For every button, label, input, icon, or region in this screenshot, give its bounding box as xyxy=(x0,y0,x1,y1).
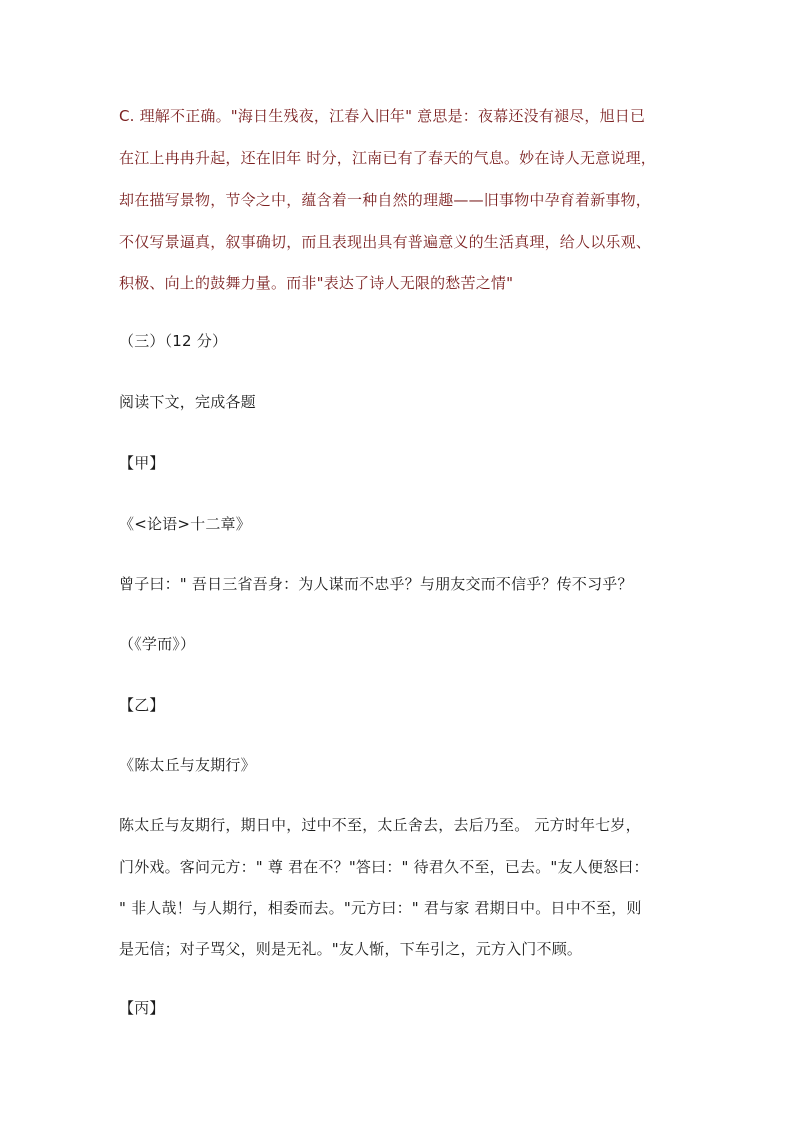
jia-title: 《<论语>十二章》 xyxy=(119,515,251,533)
section-instruction: 阅读下文，完成各题 xyxy=(119,393,256,411)
section-heading: （三）（12 分） xyxy=(119,332,228,350)
answer-line-1: C. 理解不正确。"海日生残夜，江春入旧年" 意思是：夜幕还没有褪尽，旭日已 xyxy=(119,107,646,125)
answer-line-4: 不仅写景逼真，叙事确切，而且表现出具有普遍意义的生活真理，给人以乐观、 xyxy=(119,233,652,251)
answer-line-5: 积极、向上的鼓舞力量。而非"表达了诗人无限的愁苦之情" xyxy=(119,274,514,292)
yi-line-3: " 非人哉！与人期行，相委而去。"元方曰：" 君与家 君期日中。日中不至，则 xyxy=(119,899,642,917)
yi-line-2: 门外戏。客问元方：" 尊 君在不？"答曰：" 待君久不至，已去。"友人便怒曰： xyxy=(119,858,649,876)
jia-source: （《学而》） xyxy=(119,635,196,653)
yi-line-4: 是无信；对子骂父，则是无礼。"友人惭，下车引之，元方入门不顾。 xyxy=(119,940,583,958)
jia-label: 【甲】 xyxy=(119,454,165,472)
yi-line-1: 陈太丘与友期行，期日中，过中不至，太丘舍去，去后乃至。 元方时年七岁， xyxy=(119,816,641,834)
yi-title: 《陈太丘与友期行》 xyxy=(119,756,256,774)
answer-line-3: 却在描写景物，节令之中，蕴含着一种自然的理趣——旧事物中孕育着新事物， xyxy=(119,191,652,209)
bing-label: 【丙】 xyxy=(119,999,165,1017)
yi-label: 【乙】 xyxy=(119,696,165,714)
answer-line-2: 在江上冉冉升起，还在旧年 时分，江南已有了春天的气息。妙在诗人无意说理， xyxy=(119,149,656,167)
jia-text: 曾子曰：" 吾日三省吾身：为人谋而不忠乎？与朋友交而不信乎？传不习乎？ xyxy=(119,575,633,593)
